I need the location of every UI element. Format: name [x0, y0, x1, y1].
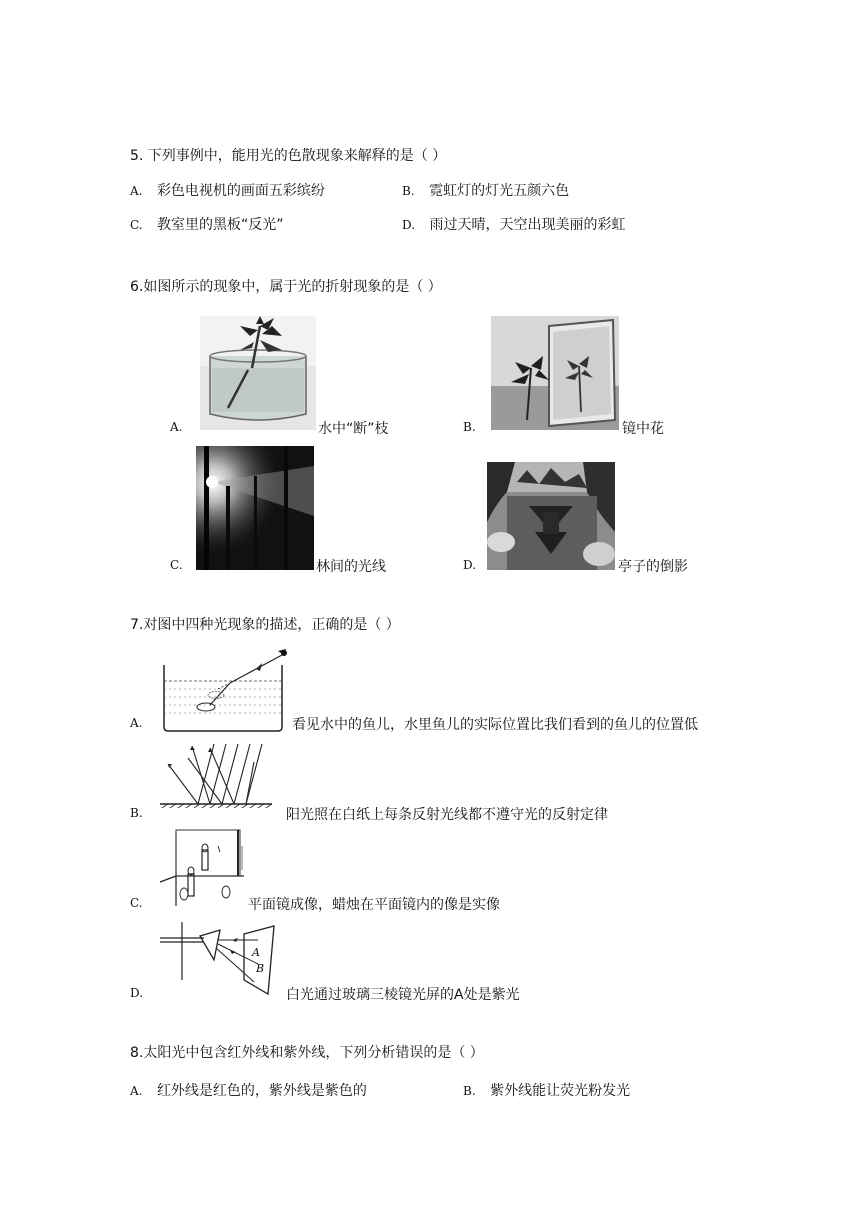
- option-letter: A.: [130, 184, 143, 198]
- q7-option-a-letter[interactable]: A.: [130, 716, 143, 730]
- q6-photo-mirror-flower: [491, 316, 619, 430]
- q6-stem: 6.如图所示的现象中，属于光的折射现象的是（ ）: [130, 279, 442, 295]
- q6-option-a-caption: 水中“断”枝: [318, 421, 389, 437]
- q7-diagram-prism-dispersion: [158, 920, 280, 1000]
- q6-option-b-letter[interactable]: B.: [463, 420, 476, 434]
- q5-option-d[interactable]: [402, 214, 625, 234]
- option-text: 彩色电视机的画面五彩缤纷: [156, 183, 325, 199]
- prism-label-a: A: [252, 946, 260, 959]
- q8-option-b[interactable]: [463, 1080, 630, 1100]
- option-letter: C.: [130, 218, 143, 232]
- prism-label-b: B: [256, 962, 265, 975]
- q5-stem: 5. 下列事例中，能用光的色散现象来解释的是（ ）: [130, 148, 447, 164]
- q7-option-d-text: 白光通过玻璃三棱镜光屏的A处是紫光: [286, 987, 520, 1003]
- q8-stem: 8.太阳光中包含红外线和紫外线，下列分析错误的是（ ）: [130, 1045, 484, 1061]
- q7-option-c-text: 平面镜成像，蜡烛在平面镜内的像是实像: [248, 897, 500, 913]
- q6-option-a-letter[interactable]: A.: [170, 420, 183, 434]
- option-letter: D.: [402, 218, 416, 232]
- q5-option-a[interactable]: [130, 180, 325, 200]
- q7-option-c-letter[interactable]: C.: [130, 896, 143, 910]
- q6-photo-pavilion-reflection: [487, 462, 615, 570]
- option-text: 雨过天晴，天空出现美丽的彩虹: [429, 217, 626, 233]
- q6-option-d-caption: 亭子的倒影: [618, 559, 688, 575]
- q6-option-b-caption: 镜中花: [622, 421, 664, 437]
- q7-diagram-diffuse-reflection: [158, 742, 274, 820]
- q7-option-d-letter[interactable]: D.: [130, 986, 144, 1000]
- q6-photo-broken-branch: [200, 316, 316, 430]
- q7-option-a-text: 看见水中的鱼儿，水里鱼儿的实际位置比我们看到的鱼儿的位置低: [292, 717, 698, 733]
- option-letter: A.: [130, 1084, 143, 1098]
- q7-option-b-letter[interactable]: B.: [130, 806, 143, 820]
- option-letter: B.: [402, 184, 415, 198]
- q6-option-c-letter[interactable]: C.: [170, 558, 183, 572]
- q6-photo-forest-light: [196, 446, 314, 570]
- q6-option-d-letter[interactable]: D.: [463, 558, 477, 572]
- q5-option-c[interactable]: [130, 214, 284, 234]
- option-text: 霓虹灯的灯光五颜六色: [429, 183, 570, 199]
- q7-diagram-fish-refraction: [160, 645, 290, 735]
- q7-option-b-text: 阳光照在白纸上每条反射光线都不遵守光的反射定律: [286, 807, 608, 823]
- q5-option-b[interactable]: [402, 180, 569, 200]
- option-text: 紫外线能让荧光粉发光: [490, 1083, 631, 1099]
- option-letter: B.: [463, 1084, 476, 1098]
- q6-option-c-caption: 林间的光线: [316, 559, 386, 575]
- q8-option-a[interactable]: [130, 1080, 367, 1100]
- option-text: 教室里的黑板“反光”: [157, 217, 284, 233]
- q7-diagram-plane-mirror: [158, 826, 248, 910]
- option-text: 红外线是红色的，紫外线是紫色的: [156, 1083, 367, 1099]
- q7-stem: 7.对图中四种光现象的描述，正确的是（ ）: [130, 617, 400, 633]
